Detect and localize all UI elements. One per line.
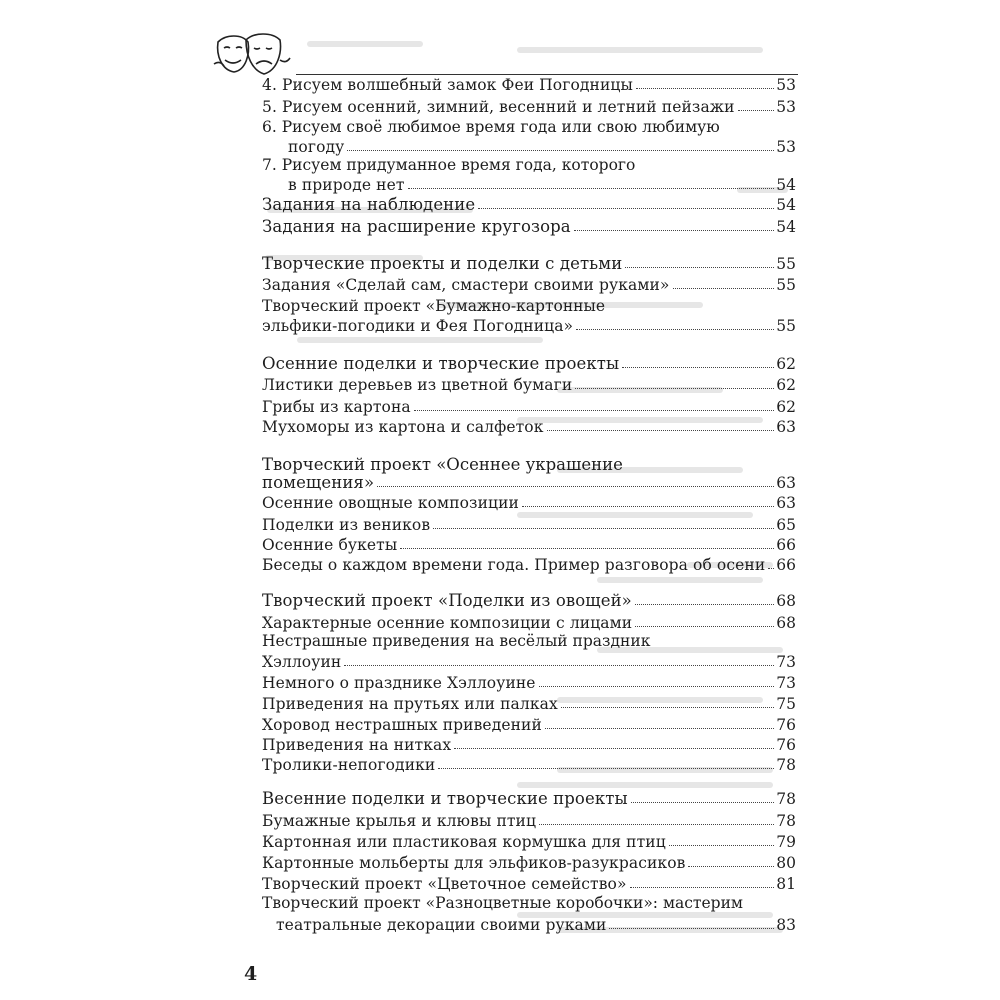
toc-dot-leader bbox=[738, 110, 775, 111]
toc-entry-page: 79 bbox=[776, 833, 796, 851]
toc-dot-leader bbox=[622, 367, 774, 368]
toc-dot-leader bbox=[408, 188, 775, 189]
toc-entry-title: Творческий проект «Бумажно-картонные bbox=[262, 297, 606, 315]
toc-entry bbox=[262, 552, 796, 574]
toc-entry-title: 4. Рисуем волшебный замок Феи Погодницы bbox=[262, 76, 633, 94]
toc-entry-title-continued: погоду bbox=[288, 138, 345, 156]
toc-entry-page: 55 bbox=[776, 255, 796, 273]
toc-dot-leader bbox=[576, 329, 774, 330]
toc-entry-page: 68 bbox=[776, 592, 796, 610]
toc-dot-leader bbox=[539, 824, 774, 825]
toc-entry-title: Картонная или пластиковая кормушка для птиц bbox=[262, 833, 666, 851]
toc-entry bbox=[262, 610, 796, 632]
toc-entry-title: Весенние поделки и творческие проекты bbox=[262, 789, 628, 808]
toc-entry bbox=[262, 829, 796, 851]
toc-entry-title: 6. Рисуем своё любимое время года или свою любимую bbox=[262, 118, 720, 136]
toc-dot-leader bbox=[636, 88, 774, 89]
toc-dot-leader bbox=[635, 604, 774, 605]
toc-section-heading bbox=[262, 786, 796, 808]
toc-entry-page: 73 bbox=[776, 653, 796, 671]
toc-dot-leader bbox=[561, 707, 774, 708]
toc-entry bbox=[262, 912, 796, 934]
toc-entry-title: Приведения на прутьях или палках bbox=[262, 695, 558, 713]
toc-dot-leader bbox=[414, 410, 775, 411]
toc-entry bbox=[262, 214, 796, 236]
toc-entry bbox=[262, 532, 796, 554]
toc-entry-page: 65 bbox=[776, 516, 796, 534]
toc-entry-page: 62 bbox=[776, 398, 796, 416]
toc-entry bbox=[262, 414, 796, 436]
toc-entry bbox=[262, 712, 796, 734]
toc-entry bbox=[262, 470, 796, 492]
toc-entry-page: 78 bbox=[776, 756, 796, 774]
toc-dot-leader bbox=[478, 208, 774, 209]
toc-entry-title: Осенние поделки и творческие проекты bbox=[262, 354, 620, 373]
toc-entry-title: Творческий проект «Цветочное семейство» bbox=[262, 875, 627, 893]
toc-dot-leader bbox=[630, 887, 775, 888]
toc-entry bbox=[262, 394, 796, 416]
toc-entry-page: 66 bbox=[776, 536, 796, 554]
toc-entry-title: 5. Рисуем осенний, зимний, весенний и летний пейзажи bbox=[262, 98, 735, 116]
toc-dot-leader bbox=[547, 430, 775, 431]
toc-dot-leader bbox=[377, 486, 774, 487]
toc-dot-leader bbox=[347, 150, 774, 151]
toc-entry-title: Беседы о каждом времени года. Пример разговора об осени bbox=[262, 556, 766, 574]
toc-entry-page: 78 bbox=[776, 790, 796, 808]
toc-dot-leader bbox=[669, 845, 774, 846]
toc-entry-title: Задания «Сделай сам, смастери своими руками» bbox=[262, 276, 670, 294]
toc-entry-page: 53 bbox=[776, 98, 796, 116]
toc-entry bbox=[262, 649, 796, 671]
toc-entry-page: 62 bbox=[776, 355, 796, 373]
toc-entry-title: Тролики-непогодики bbox=[262, 756, 436, 774]
toc-section-heading bbox=[262, 588, 796, 610]
toc-entry-page: 53 bbox=[776, 138, 796, 156]
toc-entry bbox=[262, 372, 796, 394]
toc-entry-title: Грибы из картона bbox=[262, 398, 411, 416]
toc-dot-leader bbox=[433, 528, 774, 529]
toc-dot-leader bbox=[344, 665, 774, 666]
toc-entry-page: 80 bbox=[776, 854, 796, 872]
toc-entry-title: Задания на расширение кругозора bbox=[262, 217, 571, 236]
toc-entry-title: Творческий проект «Разноцветные коробочки»: мастерим bbox=[262, 894, 743, 912]
toc-dot-leader bbox=[438, 768, 774, 769]
toc-entry bbox=[262, 871, 796, 893]
toc-entry-title: Листики деревьев из цветной бумаги bbox=[262, 376, 573, 394]
toc-entry bbox=[262, 732, 796, 754]
toc-entry bbox=[262, 72, 796, 94]
toc-entry-title-continued: Хэллоуин bbox=[262, 653, 342, 671]
toc-entry-title: Задания на наблюдение bbox=[262, 195, 476, 214]
toc-entry-page: 68 bbox=[776, 614, 796, 632]
toc-entry-title: Нестрашные приведения на весёлый праздник bbox=[262, 632, 651, 650]
toc-entry-page: 76 bbox=[776, 716, 796, 734]
toc-entry bbox=[262, 490, 796, 512]
toc-entry bbox=[262, 752, 796, 774]
toc-dot-leader bbox=[609, 928, 774, 929]
page-number: 4 bbox=[244, 963, 258, 985]
toc-dot-leader bbox=[400, 548, 774, 549]
toc-entry-page: 55 bbox=[776, 276, 796, 294]
toc-entry bbox=[262, 850, 796, 872]
toc-entry bbox=[262, 691, 796, 713]
toc-entry bbox=[262, 272, 796, 294]
toc-dot-leader bbox=[545, 728, 774, 729]
toc-entry-page: 73 bbox=[776, 674, 796, 692]
toc-entry-title-continued: помещения» bbox=[262, 473, 375, 492]
toc-section-heading bbox=[262, 251, 796, 273]
toc-entry-page: 78 bbox=[776, 812, 796, 830]
toc-entry bbox=[288, 134, 796, 156]
toc-entry-title: 7. Рисуем придуманное время года, которого bbox=[262, 156, 636, 174]
toc-entry-title: Творческий проект «Поделки из овощей» bbox=[262, 591, 632, 610]
toc-dot-leader bbox=[574, 230, 775, 231]
toc-entry-page: 62 bbox=[776, 376, 796, 394]
toc-entry bbox=[262, 512, 796, 534]
toc-entry bbox=[262, 94, 796, 116]
toc-entry bbox=[288, 172, 796, 194]
toc-entry-page: 63 bbox=[776, 418, 796, 436]
toc-entry-title: Хоровод нестрашных приведений bbox=[262, 716, 542, 734]
toc-entry-page: 66 bbox=[776, 556, 796, 574]
toc-entry-page: 63 bbox=[776, 474, 796, 492]
toc-dot-leader bbox=[454, 748, 774, 749]
toc-entry-page: 81 bbox=[776, 875, 796, 893]
toc-entry-title: Характерные осенние композиции с лицами bbox=[262, 614, 633, 632]
toc-entry-title: Осенние букеты bbox=[262, 536, 398, 554]
toc-entry bbox=[262, 808, 796, 830]
toc-entry bbox=[262, 670, 796, 692]
toc-dot-leader bbox=[522, 506, 774, 507]
toc-dot-leader bbox=[575, 388, 774, 389]
toc-dot-leader bbox=[673, 288, 775, 289]
toc-entry-page: 54 bbox=[776, 218, 796, 236]
toc-dot-leader bbox=[635, 626, 774, 627]
toc-entry bbox=[262, 192, 796, 214]
toc-entry-title: Немного о празднике Хэллоуине bbox=[262, 674, 536, 692]
toc-dot-leader bbox=[631, 802, 775, 803]
toc-entry-page: 53 bbox=[776, 76, 796, 94]
toc-entry-title: Поделки из веников bbox=[262, 516, 431, 534]
toc-dot-leader bbox=[625, 267, 774, 268]
toc-entry-title-continued: театральные декорации своими руками bbox=[276, 916, 607, 934]
toc-entry-title-continued: эльфики-погодики и Фея Погодница» bbox=[262, 317, 574, 335]
toc-entry-page: 76 bbox=[776, 736, 796, 754]
toc-entry-title-continued: в природе нет bbox=[288, 176, 405, 194]
toc-dot-leader bbox=[688, 866, 774, 867]
toc-entry-title: Творческие проекты и поделки с детьми bbox=[262, 254, 623, 273]
toc-entry-title: Приведения на нитках bbox=[262, 736, 452, 754]
toc-entry-title: Осенние овощные композиции bbox=[262, 494, 519, 512]
toc-section-heading: Творческий проект «Осеннее украшение bbox=[262, 455, 623, 474]
toc-entry-page: 55 bbox=[776, 317, 796, 335]
toc-entry-page: 75 bbox=[776, 695, 796, 713]
toc-section-heading bbox=[262, 351, 796, 373]
toc-entry-page: 54 bbox=[776, 176, 796, 194]
toc-entry-title: Картонные мольберты для эльфиков-разукрасиков bbox=[262, 854, 686, 872]
toc-entry-page: 63 bbox=[776, 494, 796, 512]
toc-entry-page: 54 bbox=[776, 196, 796, 214]
toc-entry-page: 83 bbox=[776, 916, 796, 934]
toc-dot-leader bbox=[539, 686, 775, 687]
toc-entry bbox=[262, 313, 796, 335]
toc-entry-title: Мухоморы из картона и салфеток bbox=[262, 418, 544, 436]
toc-dot-leader bbox=[768, 568, 774, 569]
toc-entry-title: Бумажные крылья и клювы птиц bbox=[262, 812, 537, 830]
